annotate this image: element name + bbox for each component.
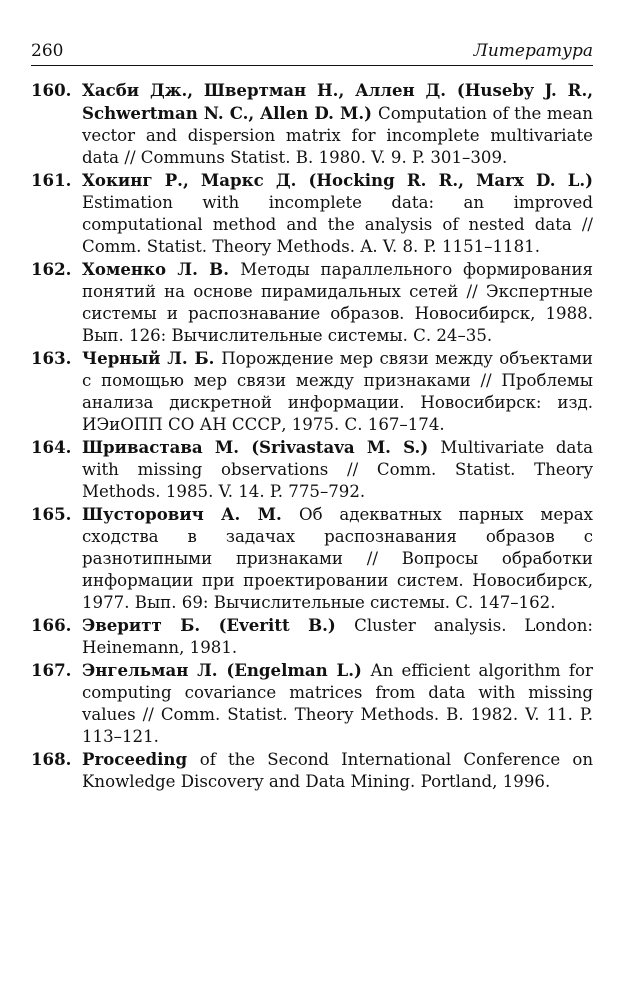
header-rule	[31, 65, 593, 66]
reference-entry-168	[31, 748, 593, 793]
reference-authors: Энгельман Л. (Engelman L.)	[82, 660, 371, 680]
reference-entry-164	[31, 436, 593, 503]
reference-number: 165.	[31, 504, 72, 524]
reference-authors: Шусторович А. М.	[82, 504, 299, 524]
page-number: 260	[31, 41, 64, 61]
reference-authors: Черный Л. Б.	[82, 348, 222, 368]
reference-text: Методы параллельного формирования понятий на основе пирамидальных сетей // Экспертные системы и распознавание образов. Новосибирск, 1988. Вып. 126: Вычислительные системы. С. 24–35.	[82, 260, 593, 345]
reference-authors: Хоменко Л. В.	[82, 259, 241, 279]
reference-authors: Хокинг Р., Маркс Д. (Hocking R. R., Marx D. L.)	[82, 170, 593, 190]
reference-text: Estimation with incomplete data: an improved computational method and the analysis of nested data // Comm. Statist. Theory Methods. A. V. 8. P. 1151–1181.	[82, 193, 593, 256]
reference-authors: Эверитт Б. (Everitt B.)	[82, 615, 355, 635]
reference-entry-160	[31, 79, 593, 169]
section-title: Литература	[473, 41, 593, 61]
reference-number: 161.	[31, 170, 72, 190]
reference-list	[31, 79, 593, 793]
reference-authors: Хасби Дж., Швертман Н., Аллен Д. (Huseby J. R., Schwertman N. C., Allen D. M.)	[82, 80, 593, 123]
reference-text: An efficient algorithm for computing covariance matrices from data with missing values // Comm. Statist. Theory Methods. B. 1982. V. 11. P. 113–121.	[82, 661, 593, 746]
reference-number: 160.	[31, 80, 72, 100]
reference-text: of the Second International Conference on Knowledge Discovery and Data Mining. Portland, 1996.	[82, 750, 594, 791]
reference-number: 166.	[31, 615, 72, 635]
running-head	[31, 40, 593, 63]
reference-number: 168.	[31, 749, 72, 769]
reference-text: Об адекватных парных мерах сходства в задачах распознавания образов с разнотипными признаками // Вопросы обработки информации при проектировании систем. Новосибирск, 1977. Вып. 69: Вычислительные системы. С. 147–162.	[82, 505, 594, 612]
reference-number: 162.	[31, 259, 72, 279]
reference-text: Multivariate data with missing observations // Comm. Statist. Theory Methods. 1985. V. 14. P. 775–792.	[82, 438, 593, 501]
reference-entry-167	[31, 659, 593, 748]
reference-entry-165	[31, 503, 593, 614]
reference-number: 163.	[31, 348, 72, 368]
reference-entry-161	[31, 169, 593, 258]
book-page	[31, 40, 593, 793]
reference-authors: Proceeding	[82, 749, 200, 769]
reference-authors: Шривастава М. (Srivastava M. S.)	[82, 437, 441, 457]
reference-entry-163	[31, 347, 593, 436]
reference-number: 164.	[31, 437, 72, 457]
reference-entry-166	[31, 614, 593, 659]
reference-number: 167.	[31, 660, 72, 680]
reference-text: Cluster analysis. London: Heinemann, 1981.	[82, 616, 594, 657]
reference-text: Порождение мер связи между объектами с помощью мер связи между признаками // Проблемы анализа дискретной информации. Новосибирск: изд. ИЭиОПП СО АН СССР, 1975. С. 167–174.	[82, 349, 593, 434]
reference-entry-162	[31, 258, 593, 347]
reference-text: Computation of the mean vector and dispersion matrix for incomplete multivariate data // Communs Statist. B. 1980. V. 9. P. 301–309.	[82, 104, 593, 167]
